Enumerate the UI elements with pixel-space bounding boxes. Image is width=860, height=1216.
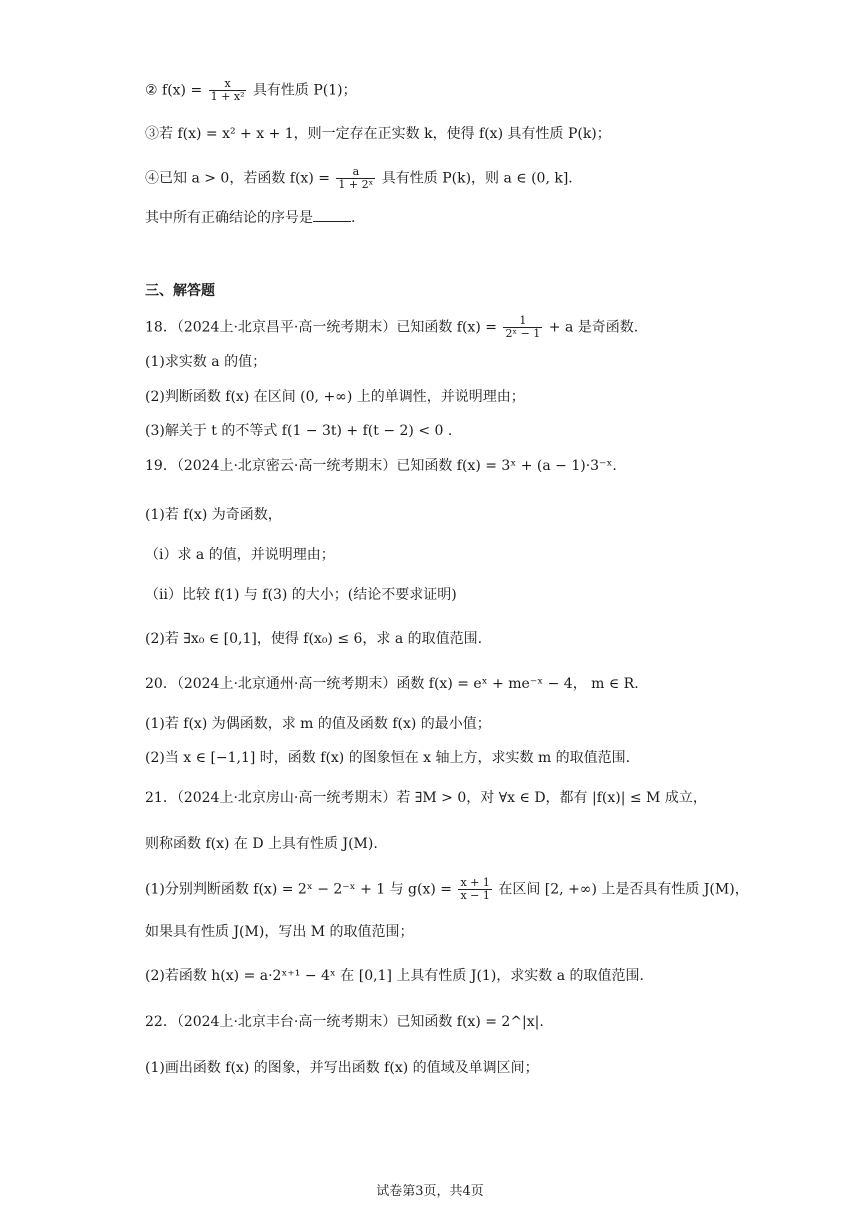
q22-part1: (1)画出函数 f(x) 的图象，并写出函数 f(x) 的值域及单调区间；	[145, 1060, 539, 1076]
page-footer: 试卷第3页，共4页	[376, 1184, 484, 1199]
conclusion-text: 其中所有正确结论的序号是	[145, 210, 313, 226]
q19-part1-ii: （ⅱ）比较 f(1) 与 f(3) 的大小；(结论不要求证明)	[145, 587, 457, 603]
q22-head: 22．（2024上·北京丰台·高一统考期末）已知函数 f(x) = 2^|x|.	[145, 1014, 544, 1030]
q19-part1: (1)若 f(x) 为奇函数，	[145, 507, 282, 523]
q20-part1: (1)若 f(x) 为偶函数，求 m 的值及函数 f(x) 的最小值；	[145, 716, 491, 732]
statement-4-tail: 具有性质 P(k)，则 a ∈ (0, k].	[381, 170, 573, 187]
q21-head: 21．（2024上·北京房山·高一统考期末）若 ∃M > 0，对 ∀x ∈ D，都有 |f(x)| ≤ M 成立，	[145, 790, 707, 806]
q20-part2: (2)当 x ∈ [−1,1] 时，函数 f(x) 的图象恒在 x 轴上方，求实数 m 的取值范围.	[145, 750, 631, 766]
statement-2-tail: 具有性质 P(1)；	[252, 82, 357, 99]
q18-numerator: 1	[503, 315, 542, 328]
q18-part3: (3)解关于 t 的不等式 f(1 − 3t) + f(t − 2) < 0 .	[145, 423, 453, 439]
conclusion-period: .	[351, 210, 356, 226]
statement-4	[145, 166, 573, 191]
q19-part2: (2)若 ∃x₀ ∈ [0,1]，使得 f(x₀) ≤ 6，求 a 的取值范围.	[145, 631, 483, 647]
conclusion-line	[145, 208, 355, 228]
statement-2-function: f(x) =	[162, 82, 203, 99]
q21-part1-b: 在区间 [2, +∞) 上是否具有性质 J(M)，	[498, 881, 749, 898]
q18-part1: (1)求实数 a 的值；	[145, 354, 267, 370]
q21-part1-a: (1)分别判断函数 f(x) = 2ˣ − 2⁻ˣ + 1 与 g(x) =	[145, 881, 453, 898]
q19-part1-i: （ⅰ）求 a 的值，并说明理由；	[145, 547, 335, 563]
statement-2	[145, 78, 357, 103]
statement-3: ③若 f(x) = x² + x + 1，则一定存在正实数 k，使得 f(x) 具有性质 P(k)；	[145, 126, 611, 142]
q18-denominator: 2ˣ − 1	[505, 327, 541, 340]
q21-fraction	[458, 877, 491, 902]
q18-tail: + a 是奇函数.	[548, 319, 639, 336]
statement-4-denominator: 1 + 2ˣ	[338, 178, 374, 191]
q21-part1-c: 如果具有性质 J(M)，写出 M 的取值范围；	[145, 924, 414, 940]
q18-fraction	[503, 315, 542, 340]
q21-denominator: x − 1	[460, 889, 490, 902]
q19-head: 19．（2024上·北京密云·高一统考期末）已知函数 f(x) = 3ˣ + (a − 1)·3⁻ˣ.	[145, 458, 617, 474]
q21-numerator: x + 1	[460, 876, 490, 889]
q21-part1	[145, 877, 749, 902]
statement-2-fraction	[209, 78, 247, 103]
q18-part2: (2)判断函数 f(x) 在区间 (0, +∞) 上的单调性，并说明理由；	[145, 389, 525, 405]
q21-head2: 则称函数 f(x) 在 D 上具有性质 J(M).	[145, 836, 378, 852]
statement-4-numerator: a	[336, 166, 375, 179]
statement-2-label: ②	[145, 82, 158, 99]
statement-4-fraction	[336, 166, 375, 191]
statement-2-numerator: x	[209, 78, 247, 91]
q20-head: 20．（2024上·北京通州·高一统考期末）函数 f(x) = eˣ + me⁻ˣ − 4， m ∈ R.	[145, 676, 639, 692]
answer-blank[interactable]	[313, 209, 351, 222]
q21-part2: (2)若函数 h(x) = a·2ˣ⁺¹ − 4ˣ 在 [0,1] 上具有性质 J(1)，求实数 a 的取值范围.	[145, 968, 644, 984]
statement-4-head: ④已知 a > 0，若函数 f(x) =	[145, 170, 330, 187]
q18-head	[145, 315, 638, 340]
statement-2-denominator: 1 + x²	[210, 90, 245, 103]
section-title: 三、解答题	[145, 283, 215, 299]
q18-head-text: 18．（2024上·北京昌平·高一统考期末）已知函数 f(x) =	[145, 319, 497, 336]
